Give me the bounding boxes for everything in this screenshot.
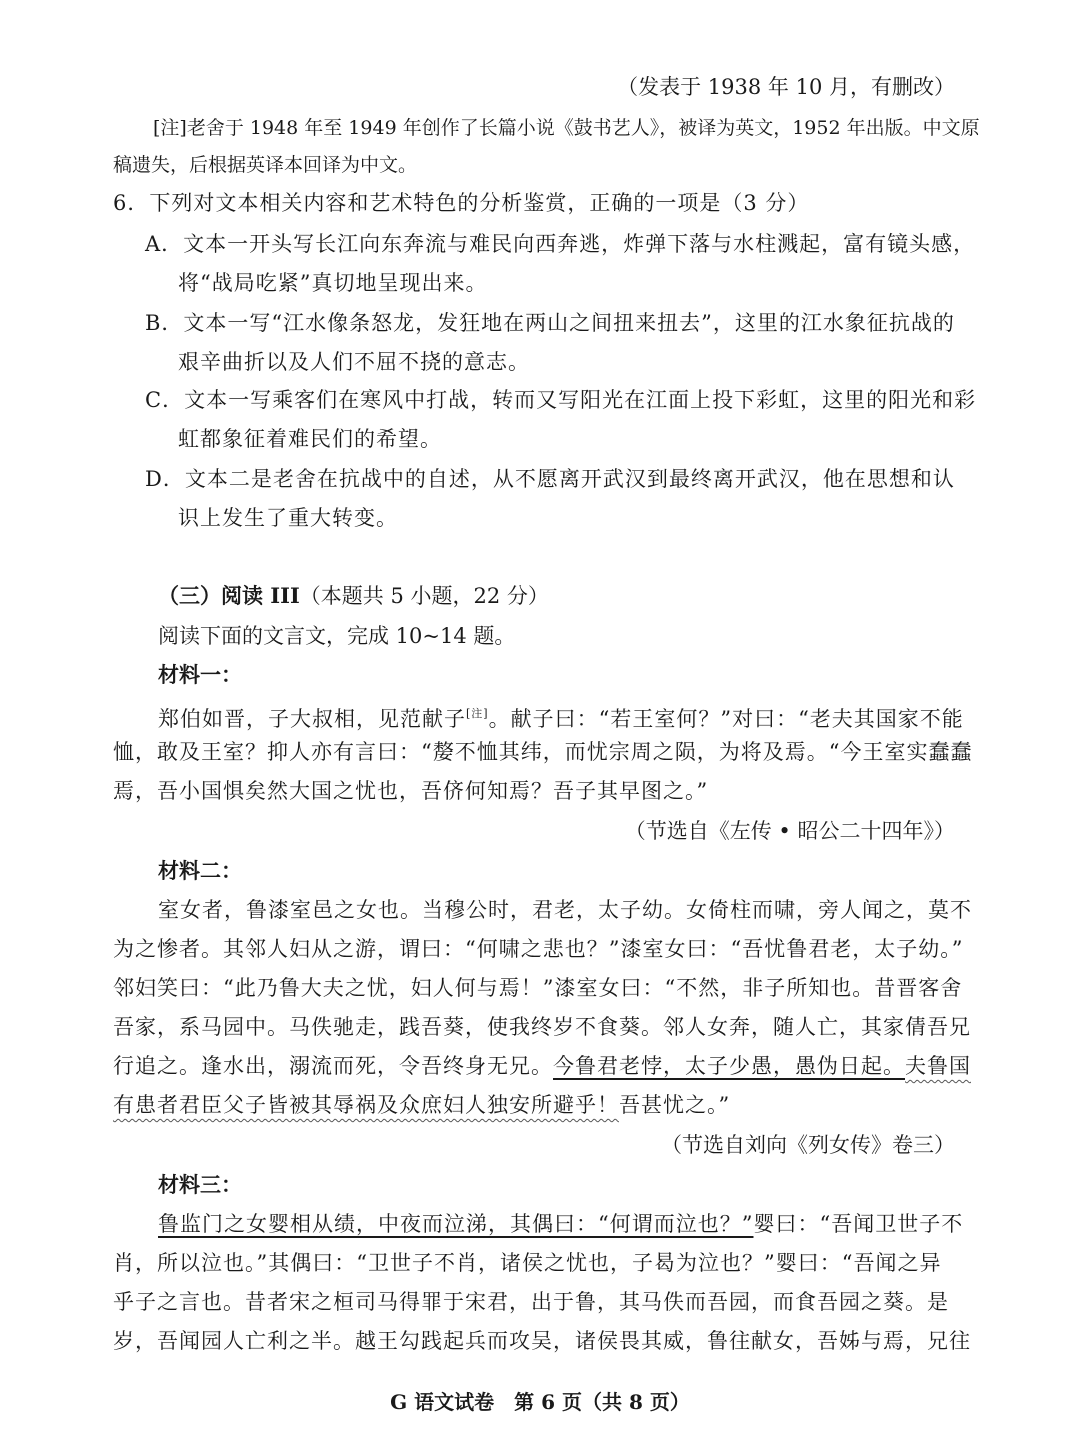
material1-label: 材料一： [158,662,242,687]
q6-option-a-line2: 将“战局吃紧”真切地呈现出来。 [178,271,488,295]
q6-option-c-line1: C．文本一写乘客们在寒风中打战，转而又写阳光在江面上投下彩虹，这里的阳光和彩 [145,388,977,412]
material1-line3: 焉，吾小国惧矣然大国之忧也，吾侪何知焉？吾子其早图之。” [113,779,709,803]
material3-line3: 乎子之言也。昔者宋之桓司马得罪于宋君，出于鲁，其马佚而吾园，而食吾园之葵。是 [113,1290,949,1314]
text1-source: （发表于 1938 年 10 月，有删改） [617,75,955,99]
material2-line6 [113,1090,730,1120]
q6-option-d-line2: 识上发生了重大转变。 [178,506,398,530]
q6-option-b-line2: 艰辛曲折以及人们不屈不挠的意志。 [178,350,530,374]
material1-line1 [158,699,964,734]
material2-source: （节选自刘向《列女传》卷三） [661,1133,955,1157]
q6-option-b-line1: B．文本一写“江水像条怒龙，发狂地在两山之间扭来扭去”，这里的江水象征抗战的 [145,311,955,335]
section3-heading [158,581,549,611]
material1-line2: 恤，敢及王室？抑人亦有言曰：“嫠不恤其纬，而忧宗周之陨，为将及焉。“今王室实蠢蠢 [113,740,973,764]
wavy-underlined-sentence-part2: 有患者君臣父子皆被其辱祸及众庶妇人独安所避乎！ [113,1093,619,1117]
material2-line2: 为之惨者。其邻人妇从之游，谓曰：“何啸之悲也？”漆室女曰：“吾忧鲁君老，太子幼。” [113,937,964,961]
section3-instruction: 阅读下面的文言文，完成 10~14 题。 [158,624,516,648]
material2-line1: 室女者，鲁漆室邑之女也。当穆公时，君老，太子幼。女倚柱而啸，旁人闻之，莫不 [158,898,972,922]
material1-line1-start: 郑伯如晋，子大叔相，见范献子 [158,707,466,731]
note-marker: [注] [466,707,489,720]
material2-line4: 吾家，系马园中。马佚驰走，践吾葵，使我终岁不食葵。邻人女奔，随人亡，其家倩吾兄 [113,1015,971,1039]
material3-line1 [158,1209,963,1239]
q6-option-c-line2: 虹都象征着难民们的希望。 [178,427,442,451]
section3-heading-detail: （本题共 5 小题，22 分） [299,584,549,608]
material3-line1-end: 婴曰：“吾闻卫世子不 [753,1212,964,1236]
q6-option-d-line1: D．文本二是老舍在抗战中的自述，从不愿离开武汉到最终离开武汉，他在思想和认 [145,467,955,491]
page-footer: G 语文试卷 第 6 页（共 8 页） [390,1390,690,1414]
material2-line3: 邻妇笑曰：“此乃鲁大夫之忧，妇人何与焉！”漆室女曰：“不然，非子所知也。昔晋客舍 [113,976,963,1000]
underlined-sentence: 今鲁君老悖，太子少愚，愚伪日起。 [553,1054,905,1078]
material3-line2: 肖，所以泣也。”其偶曰：“卫世子不肖，诸侯之忧也，子曷为泣也？”婴曰：“吾闻之异 [113,1251,942,1275]
material1-source: （节选自《左传 • 昭公二十四年》） [624,819,955,843]
q6-option-a-line1: A．文本一开头写长江向东奔流与难民向西奔逃，炸弹下落与水柱溅起，富有镜头感， [145,232,976,256]
material2-line5 [113,1051,971,1081]
material3-label: 材料三： [158,1172,242,1197]
material1-line1-end: 。献子曰：“若王室何？”对曰：“老夫其国家不能 [488,707,964,731]
material2-line6-end: 吾甚忧之。” [619,1093,731,1117]
material3-underlined-sentence: 鲁监门之女婴相从绩，中夜而泣涕，其偶曰：“何谓而泣也？” [158,1212,754,1236]
text1-note-line1: [注]老舍于 1948 年至 1949 年创作了长篇小说《鼓书艺人》，被译为英文，1952 年出版。中文原 [153,117,980,139]
q6-stem: 6．下列对文本相关内容和艺术特色的分析鉴赏，正确的一项是（3 分） [113,191,810,215]
text1-note-line2: 稿遗失，后根据英译本回译为中文。 [113,154,418,176]
material2-label: 材料二： [158,858,242,883]
section3-heading-title: （三）阅读 III [158,583,300,608]
wavy-underlined-sentence-part1: 夫鲁国 [905,1054,971,1078]
material2-line5-start: 行追之。逢水出，溺流而死，令吾终身无兄。 [113,1054,553,1078]
material3-line4: 岁，吾闻园人亡利之半。越王勾践起兵而攻吴，诸侯畏其威，鲁往献女，吾姊与焉，兄往 [113,1329,971,1353]
